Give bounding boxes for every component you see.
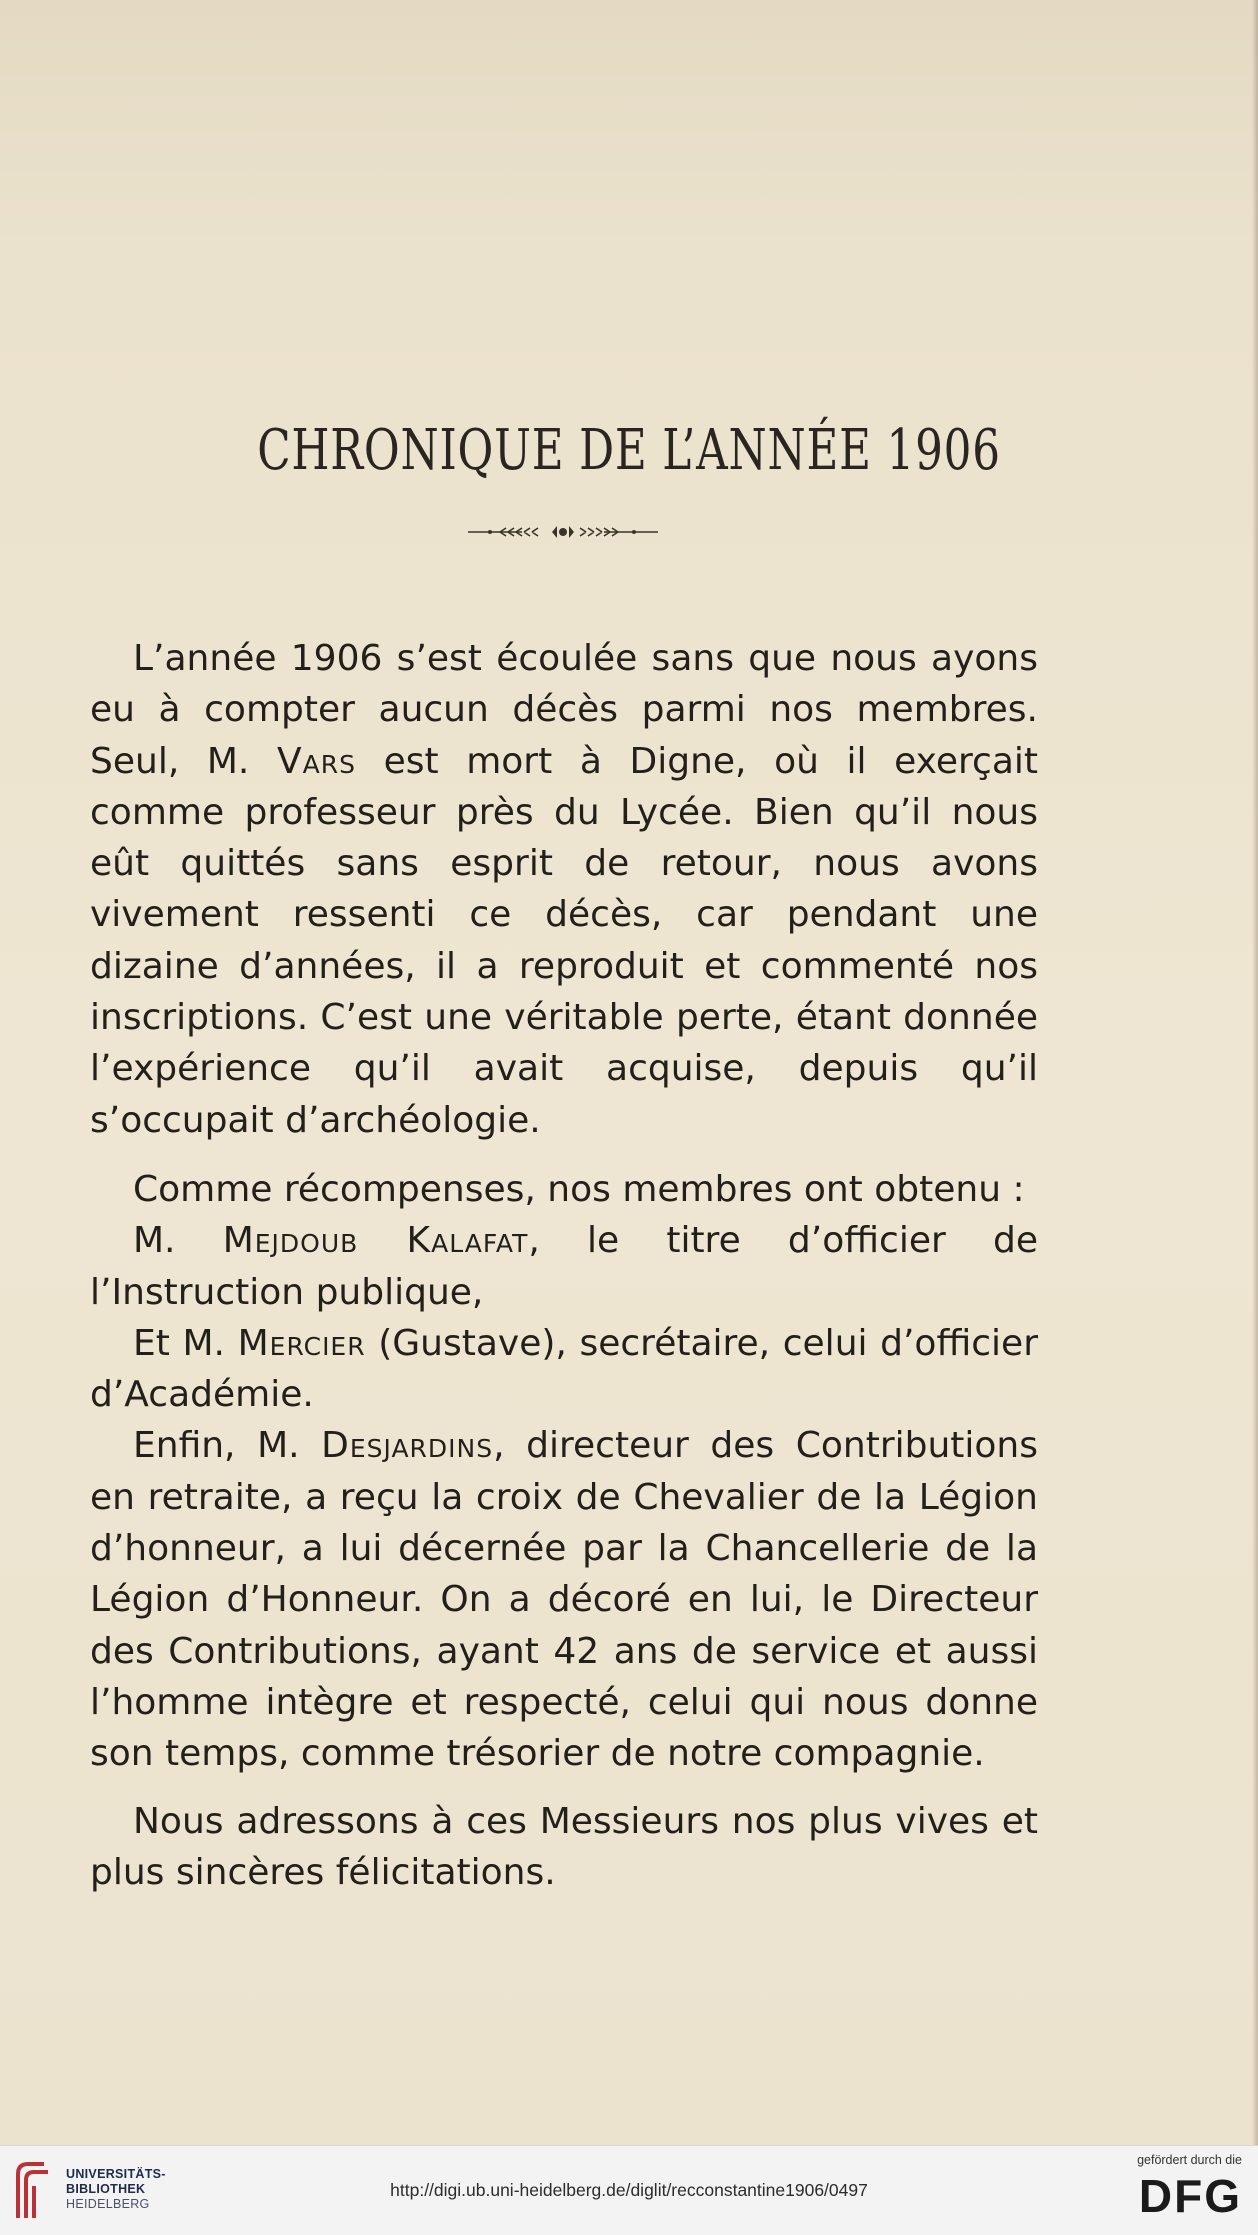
decorative-rule-icon <box>466 523 660 541</box>
page-title: CHRONIQUE DE L’ANNÉE 1906 <box>257 418 1001 483</box>
permalink-url[interactable]: http://digi.ub.uni-heidelberg.de/diglit/recconstantine1906/0497 <box>390 2180 868 2200</box>
person-name: Mejdoub Kalafat <box>222 1220 529 1262</box>
paragraph-award-mercier: Et M. Mercier (Gustave), secrétaire, celui d’officier d’Académie. <box>90 1322 1038 1416</box>
library-name: UNIVERSITÄTS- BIBLIOTHEK HEIDELBERG <box>66 2167 166 2211</box>
page-edge-shadow <box>1252 0 1258 2145</box>
person-name: Mercier <box>237 1322 366 1364</box>
person-name: Vars <box>277 740 356 782</box>
paragraph-deaths: L’année 1906 s’est écoulée sans que nous ayons eu à compter aucun décès parmi nos membres. Seul, M. Vars est mort à Digne, où il exerçait comme professeur près du Lycée. Bien qu’il nous eût quittés sans esprit de retour, nous avons vivement ressenti ce décès, car pendant une dizaine d’années, il a reproduit et commenté nos inscriptions. C’est une véritable perte, étant donnée l’expérience qu’il avait acquise, depuis qu’il s’occupait d’archéologie. <box>90 638 1038 1141</box>
funding-caption: gefördert durch die <box>1137 2153 1242 2167</box>
chronicle-body <box>90 633 1038 1898</box>
paragraph-award-desjardins: Enfin, M. Desjardins, directeur des Contributions en retraite, a reçu la croix de Chevalier de la Légion d’honneur, a lui décernée par la Chancellerie de la Légion d’Honneur. On a décoré en lui, le Directeur des Contributions, ayant 42 ans de service et aussi l’homme intègre et respecté, celui qui nous donne son temps, comme trésorier de notre compagnie. <box>90 1425 1039 1775</box>
paragraph-award-kalafat: M. Mejdoub Kalafat, le titre d’officier de l’Instruction publique, <box>90 1220 1038 1313</box>
person-name: Desjardins <box>321 1425 494 1467</box>
paragraph-awards-intro: Comme récompenses, nos membres ont obtenu : <box>133 1168 1025 1210</box>
paragraph-congratulations: Nous adressons à ces Messieurs nos plus vives et plus sincères félicitations. <box>90 1800 1038 1893</box>
dfg-logo: DFG <box>1138 2170 1242 2222</box>
